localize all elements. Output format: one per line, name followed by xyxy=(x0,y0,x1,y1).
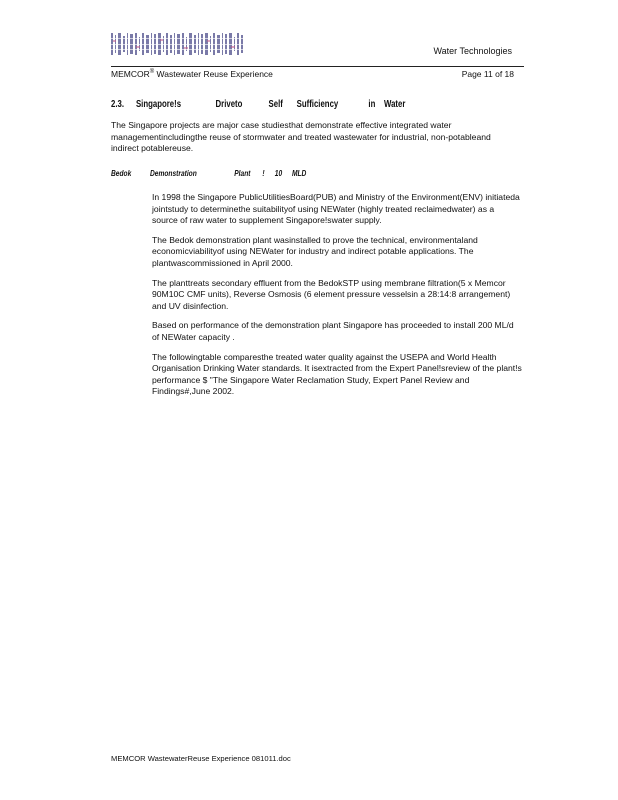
page-footer: MEMCOR WastewaterReuse Experience 081011.doc xyxy=(111,754,291,763)
document-title xyxy=(111,69,273,79)
subsection-word: Demonstration xyxy=(150,168,197,178)
document-title-rest: Wastewater Reuse Experience xyxy=(154,69,273,79)
section-word: Singapore!s xyxy=(135,99,182,110)
registered-mark: ® xyxy=(149,69,155,75)
subsection-word: ! xyxy=(262,168,265,178)
section-word: Water xyxy=(384,99,406,110)
section-heading xyxy=(111,99,405,110)
subsection-word: Bedok xyxy=(111,168,132,178)
subsection-word: MLD xyxy=(291,168,307,178)
section-word: Driveto xyxy=(215,99,243,110)
paragraph: The followingtable comparesthe treated water quality against the USEPA and World Health Organisation Drinking Water standards. It isextracted from the Expert Panel!sreview of the plant!s performance $ "The Singapore Water Reclamation Study, Expert Panel Review and Findings#,June 2002. xyxy=(152,351,522,397)
section-word: Sufficiency xyxy=(296,99,339,110)
subsection-word: 10 xyxy=(274,168,283,178)
paragraph: Based on performance of the demonstration plant Singapore has proceeded to install 200 ML/d of NEWater capacity . xyxy=(152,320,514,342)
paragraph: The Bedok demonstration plant wasinstalled to prove the technical, environmentaland economicviabilityof using NEWater for industry and indirect potable applications. The plantwascommissioned in April 2000. xyxy=(152,234,478,268)
header-rule xyxy=(111,66,524,67)
intro-paragraph: The Singapore projects are major case studiesthat demonstrate effective integrated water managementincludingthe reuse of stormwater and treated wastewater for industrial, non-potableand indirect potablereuse. xyxy=(111,120,491,154)
section-word: Self xyxy=(268,99,283,110)
subsection-word: Plant xyxy=(234,168,251,178)
section-word: in xyxy=(368,99,376,110)
subsection-heading xyxy=(111,168,306,178)
body-text xyxy=(152,192,522,406)
page-number: Page 11 of 18 xyxy=(461,69,514,79)
paragraph: In 1998 the Singapore PublicUtilitiesBoard(PUB) and Ministry of the Environment(ENV) initiateda jointstudy to determinethe suitabilityof using NEWater (highly treated reclaimedwater) as a source of raw water to supplement Singapore!swater supply. xyxy=(152,192,520,226)
document-title-main: MEMCOR xyxy=(111,69,150,79)
section-number: 2.3. xyxy=(111,99,125,110)
company-logo xyxy=(111,33,243,55)
paragraph: The planttreats secondary effluent from the BedokSTP using membrane filtration(5 x Memcor 90M10C CMF units), Reverse Osmosis (6 element pressure vesselsin a 28:14:8 arrangement) and UV disinfection. xyxy=(152,277,511,311)
company-name: Water Technologies xyxy=(433,46,512,56)
